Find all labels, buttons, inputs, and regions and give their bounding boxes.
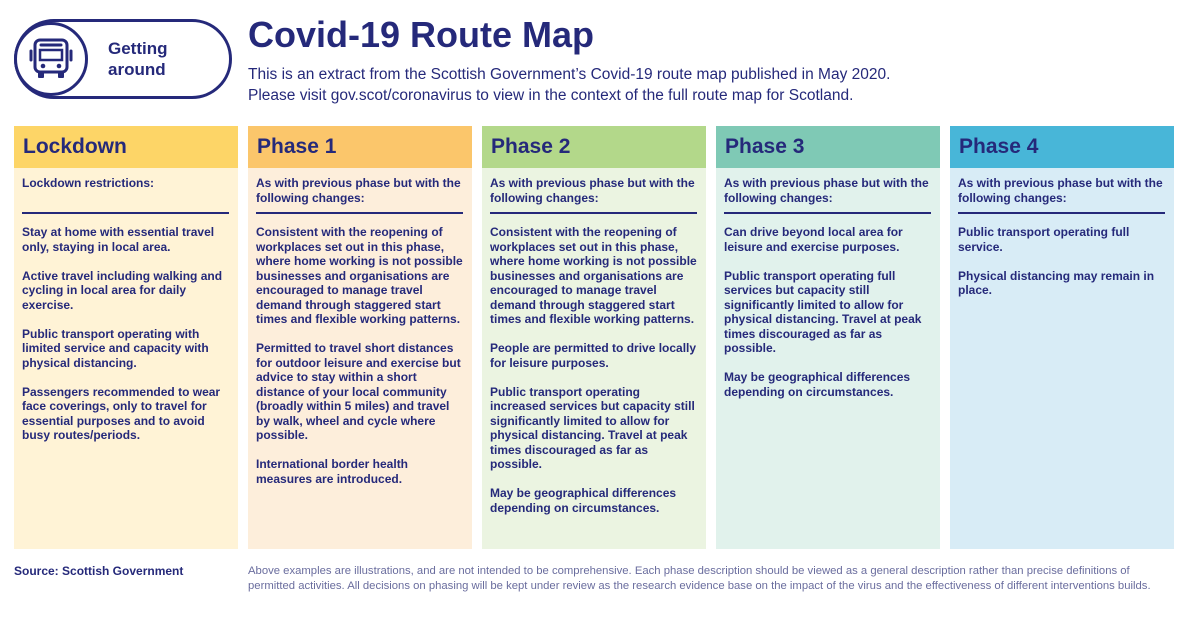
phases-grid [14, 126, 1174, 549]
phase-body [482, 168, 706, 549]
phase-column [482, 126, 706, 549]
phase-item: Permitted to travel short distances for outdoor leisure and exercise but advice to stay within a short distance of your local community (broadly within 5 miles) and travel by walk, wheel and cycle where possible. [256, 341, 461, 442]
phase-divider [958, 212, 1165, 214]
phase-divider [490, 212, 697, 214]
phase-item: Consistent with the reopening of workplaces set out in this phase, where home working is not possible businesses and organisations are encouraged to manage travel demand through staggered start times and flexible working patterns. [256, 225, 463, 326]
phase-item: Public transport operating full service. [958, 225, 1130, 254]
phase-item: Public transport operating full services but capacity still significantly limited to allow for physical distancing. Travel at peak times discouraged as far as possible. [724, 268, 922, 355]
phase-column [248, 126, 472, 549]
phase-item: Consistent with the reopening of workplaces set out in this phase, where home working is not possible businesses and organisations are encouraged to manage travel demand through staggered start times and flexible working patterns. [490, 225, 697, 326]
phase-item: Stay at home with essential travel only, staying in local area. [22, 225, 215, 254]
phase-divider [256, 212, 463, 214]
disclaimer-note: Above examples are illustrations, and are not intended to be comprehensive. Each phase description should be viewed as a general description rather than precise definitions of permitted activities. All decisions on phasing will be kept under review as the research evidence base on the impact of the virus and the effectiveness of different interventions builds. [248, 565, 1151, 592]
phase-intro: As with previous phase but with the following changes: [958, 176, 1163, 205]
phase-intro: As with previous phase but with the following changes: [724, 176, 929, 205]
page-subtitle [248, 64, 1168, 106]
phase-intro: Lockdown restrictions: [22, 176, 155, 190]
phase-item: May be geographical differences depending on circumstances. [724, 370, 911, 399]
phase-title: Phase 1 [248, 126, 472, 168]
phase-title: Phase 2 [482, 126, 706, 168]
phase-item: Public transport operating increased services but capacity still significantly limited to allow for physical distancing. Travel at peak times discouraged as far as possible. [490, 384, 695, 471]
phase-item: Physical distancing may remain in place. [958, 268, 1155, 297]
source-credit: Source: Scottish Government [14, 564, 184, 578]
phase-item: International border health measures are introduced. [256, 457, 409, 486]
phase-item: Public transport operating with limited service and capacity with physical distancing. [22, 326, 209, 370]
phase-divider [724, 212, 931, 214]
phase-title: Phase 4 [950, 126, 1174, 168]
phase-divider [22, 212, 229, 214]
phase-column [716, 126, 940, 549]
subtitle-line-2: Please visit gov.scot/coronavirus to view in the context of the full route map for Scotland. [248, 87, 854, 104]
phase-column [14, 126, 238, 549]
badge-label: Getting around [108, 39, 168, 79]
phase-item: Can drive beyond local area for leisure and exercise purposes. [724, 225, 903, 254]
phase-body [950, 168, 1174, 549]
phase-title: Phase 3 [716, 126, 940, 168]
phase-item: May be geographical differences depending on circumstances. [490, 486, 677, 515]
phase-item: Active travel including walking and cycling in local area for daily exercise. [22, 268, 223, 312]
phase-column [950, 126, 1174, 549]
bus-icon [29, 36, 73, 82]
phase-item: People are permitted to drive locally for leisure purposes. [490, 341, 697, 370]
getting-around-badge [14, 19, 232, 99]
phase-intro: As with previous phase but with the following changes: [256, 176, 461, 205]
phase-body [716, 168, 940, 549]
page-title: Covid-19 Route Map [248, 14, 595, 55]
phase-body [248, 168, 472, 549]
phase-body [14, 168, 238, 549]
bus-icon-circle [14, 22, 88, 96]
phase-title: Lockdown [14, 126, 238, 168]
phase-intro: As with previous phase but with the following changes: [490, 176, 695, 205]
subtitle-line-1: This is an extract from the Scottish Government’s Covid-19 route map published in May 2020. [248, 66, 891, 83]
phase-item: Passengers recommended to wear face coverings, only to travel for essential purposes and to avoid busy routes/periods. [22, 384, 221, 442]
